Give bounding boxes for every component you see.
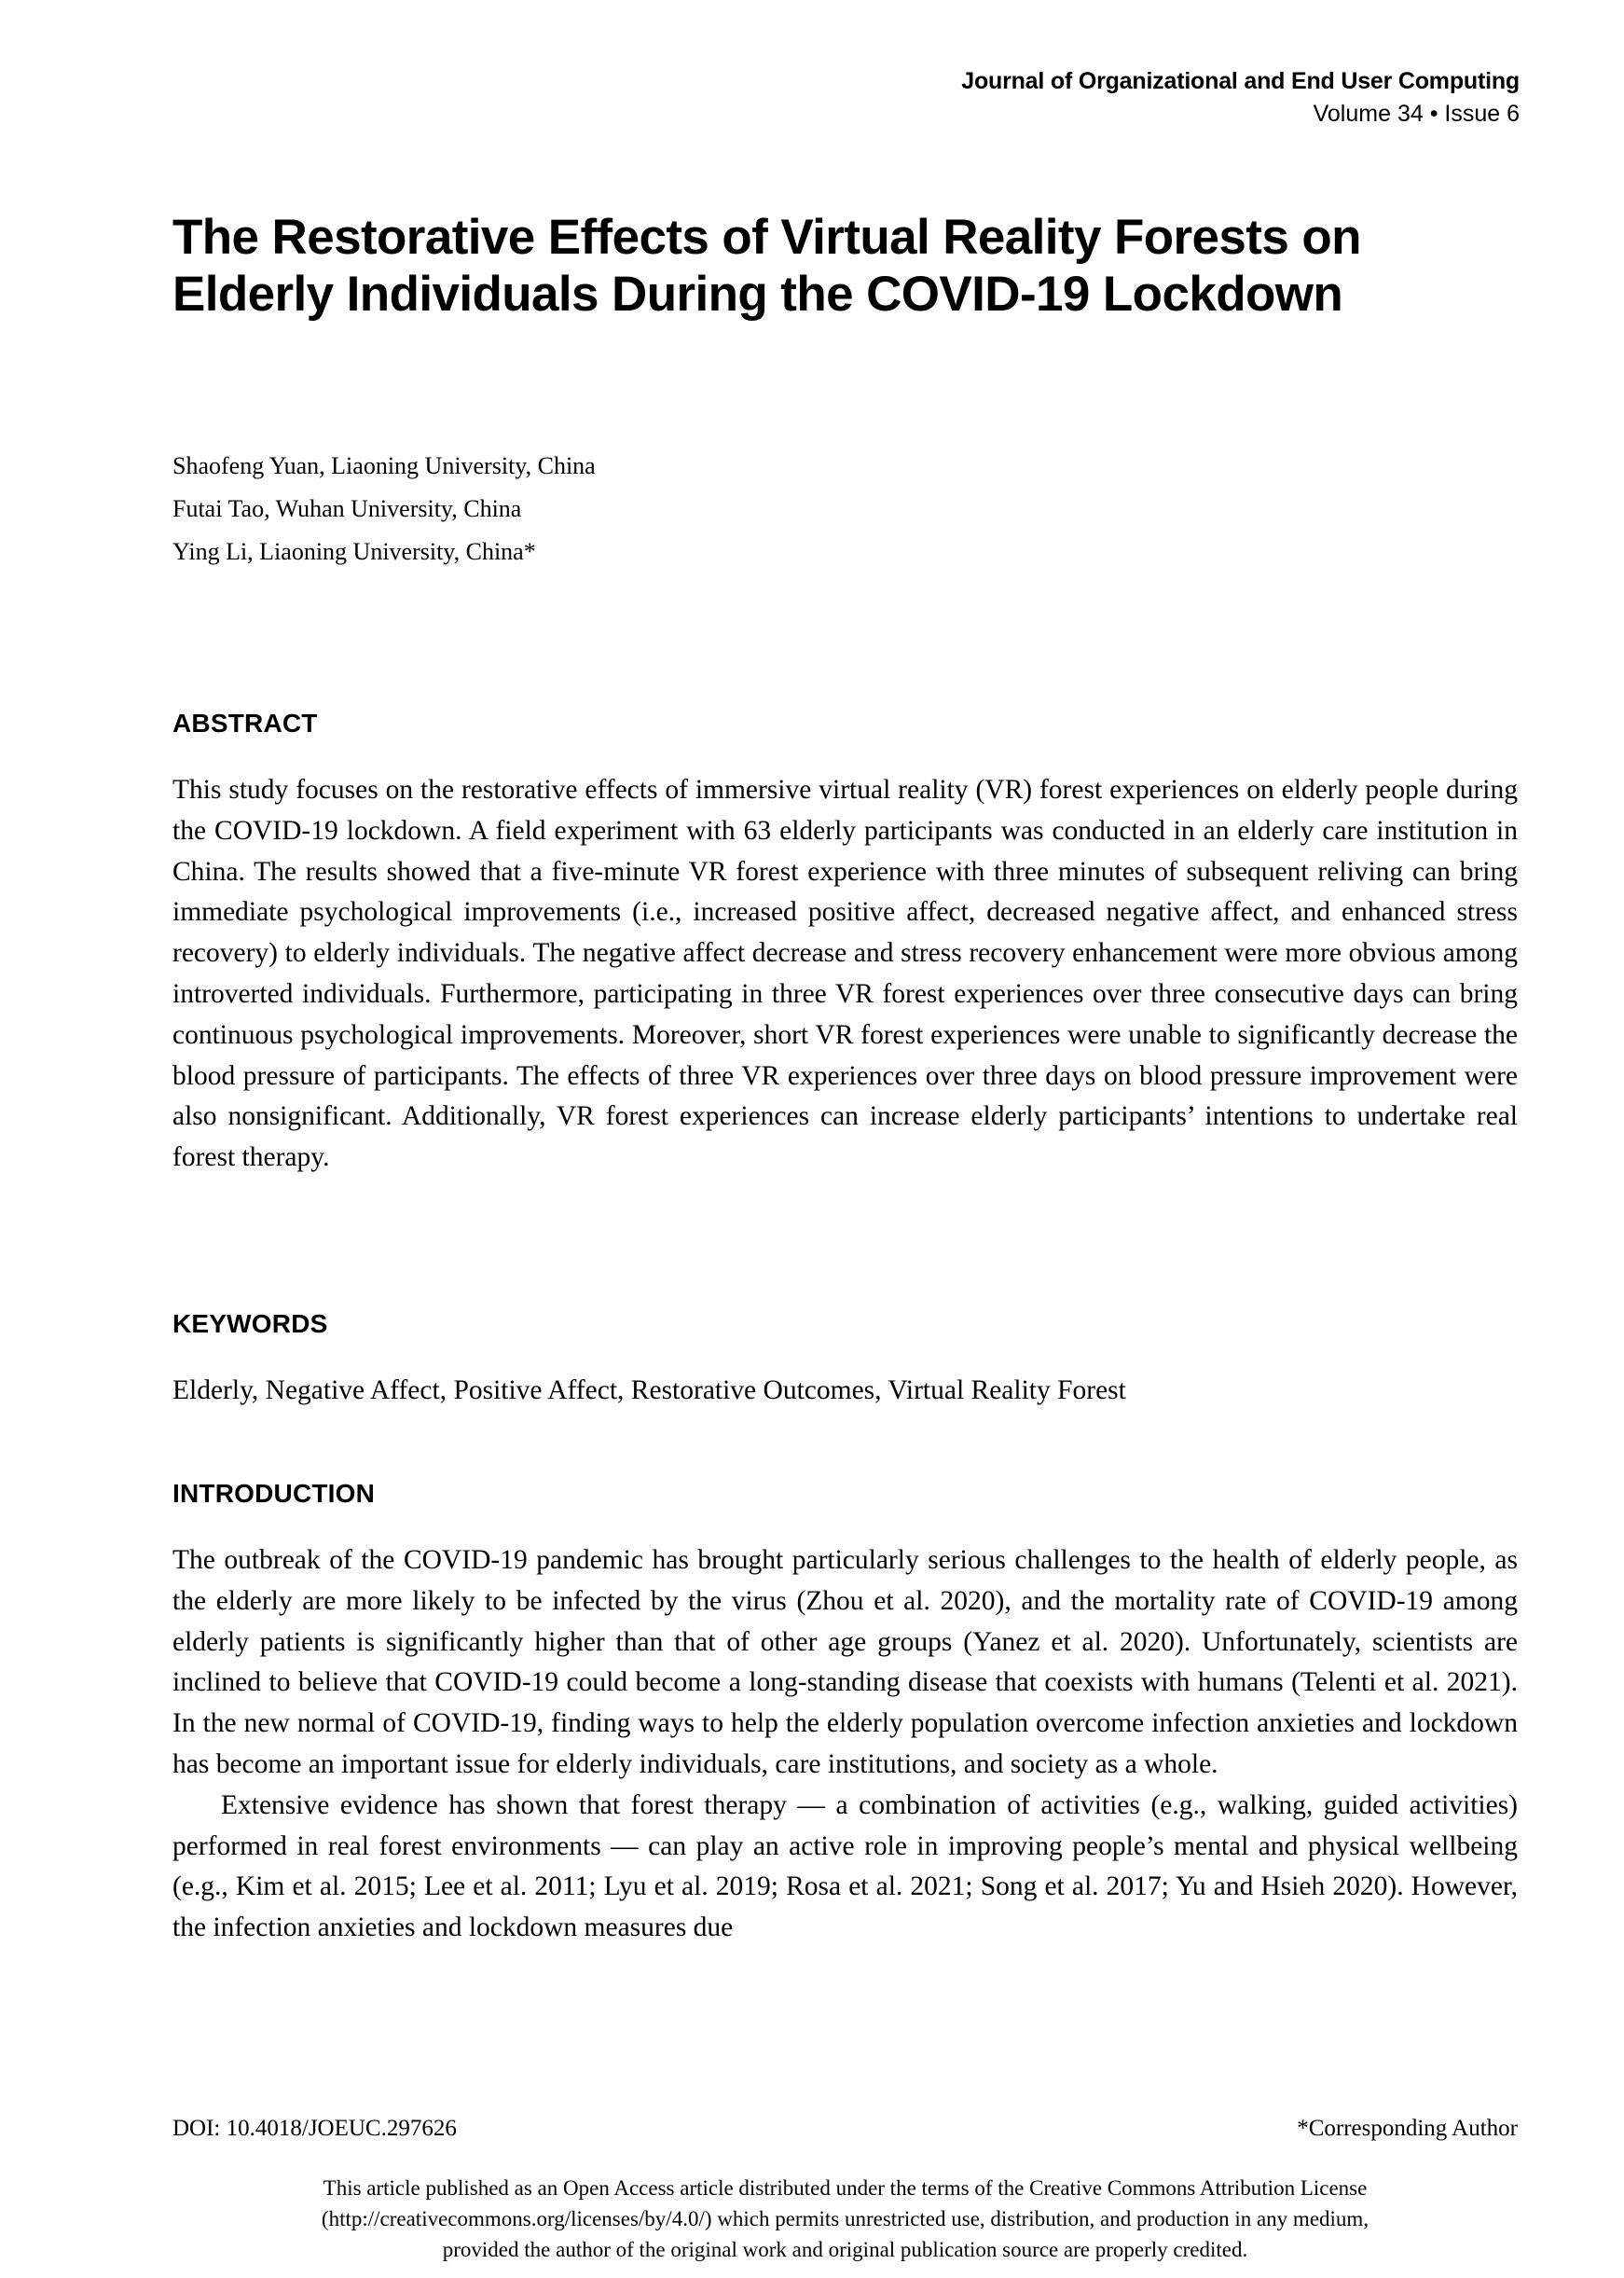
keywords-heading: KEYWORDS: [172, 1309, 328, 1338]
abstract-text: This study focuses on the restorative effects of immersive virtual reality (VR) forest experiences on elderly people during the COVID-19 lockdown. A field experiment with 63 elderly participants was conducted in an elderly care institution in China. The results showed that a five-minute VR forest experience with three minutes of subsequent reliving can bring immediate psychological improvements (i.e., increased positive affect, decreased negative affect, and enhanced stress recovery) to elderly individuals. The negative affect decrease and stress recovery enhancement were more obvious among introverted individuals. Furthermore, participating in three VR forest experiences over three consecutive days can bring continuous psychological improvements. Moreover, short VR forest experiences were unable to significantly decrease the blood pressure of participants. The effects of three VR experiences over three days on blood pressure improvement were also nonsignificant. Additionally, VR forest experiences can increase elderly participants’ intentions to undertake real forest therapy.: [172, 775, 1518, 1173]
license-line: provided the author of the original work and original publication source are properly credited.: [442, 2238, 1248, 2262]
introduction-section: [172, 1479, 1518, 1949]
author-affiliation-line: Ying Li, Liaoning University, China*: [172, 538, 536, 565]
introduction-heading: INTRODUCTION: [172, 1479, 376, 1508]
spacer: [172, 1339, 1518, 1371]
footer-meta: [172, 2115, 1518, 2143]
keywords-text: Elderly, Negative Affect, Positive Affect, Restorative Outcomes, Virtual Reality Forest: [172, 1375, 1126, 1405]
doi-text: DOI: 10.4018/JOEUC.297626: [172, 2116, 457, 2141]
corresponding-author-note: *Corresponding Author: [1297, 2116, 1518, 2141]
license-line: This article published as an Open Access article distributed under the terms of the Creative Commons Attribution License: [323, 2176, 1368, 2200]
journal-running-head: [961, 67, 1520, 131]
page-title: The Restorative Effects of Virtual Reality Forests on Elderly Individuals During the COVID-19 Lockdown: [172, 209, 1361, 322]
author-list: [172, 454, 1291, 583]
introduction-paragraph-1: The outbreak of the COVID-19 pandemic has brought particularly serious challenges to the health of elderly people, as the elderly are more likely to be infected by the virus (Zhou et al. 2020), and the mortality rate of COVID-19 among elderly patients is significantly higher than that of other age groups (Yanez et al. 2020). Unfortunately, scientists are inclined to believe that COVID-19 could become a long-standing disease that coexists with humans (Telenti et al. 2021). In the new normal of COVID-19, finding ways to help the elderly population overcome infection anxieties and lockdown has become an important issue for elderly individuals, care institutions, and society as a whole.: [172, 1545, 1518, 1779]
author-affiliation-line: Futai Tao, Wuhan University, China: [172, 495, 522, 522]
license-line: (http://creativecommons.org/licenses/by/4.0/) which permits unrestricted use, distribution, and production in any medium,: [321, 2207, 1369, 2231]
spacer: [172, 739, 1518, 770]
license-notice: [172, 2173, 1518, 2265]
abstract-heading: ABSTRACT: [172, 709, 318, 738]
spacer: [172, 1509, 1518, 1540]
keywords-section: [172, 1309, 1518, 1412]
author-affiliation-line: Shaofeng Yuan, Liaoning University, China: [172, 452, 596, 479]
introduction-paragraph-2: Extensive evidence has shown that forest therapy — a combination of activities (e.g., walking, guided activities) performed in real forest environments — can play an active role in improving people’s mental and physical wellbeing (e.g., Kim et al. 2015; Lee et al. 2011; Lyu et al. 2019; Rosa et al. 2021; Song et al. 2017; Yu and Hsieh 2020). However, the infection anxieties and lockdown measures due: [172, 1789, 1518, 1943]
journal-volume-issue: Volume 34 • Issue 6: [1313, 101, 1520, 128]
journal-name: Journal of Organizational and End User Computing: [961, 68, 1520, 94]
abstract-section: [172, 709, 1518, 1179]
